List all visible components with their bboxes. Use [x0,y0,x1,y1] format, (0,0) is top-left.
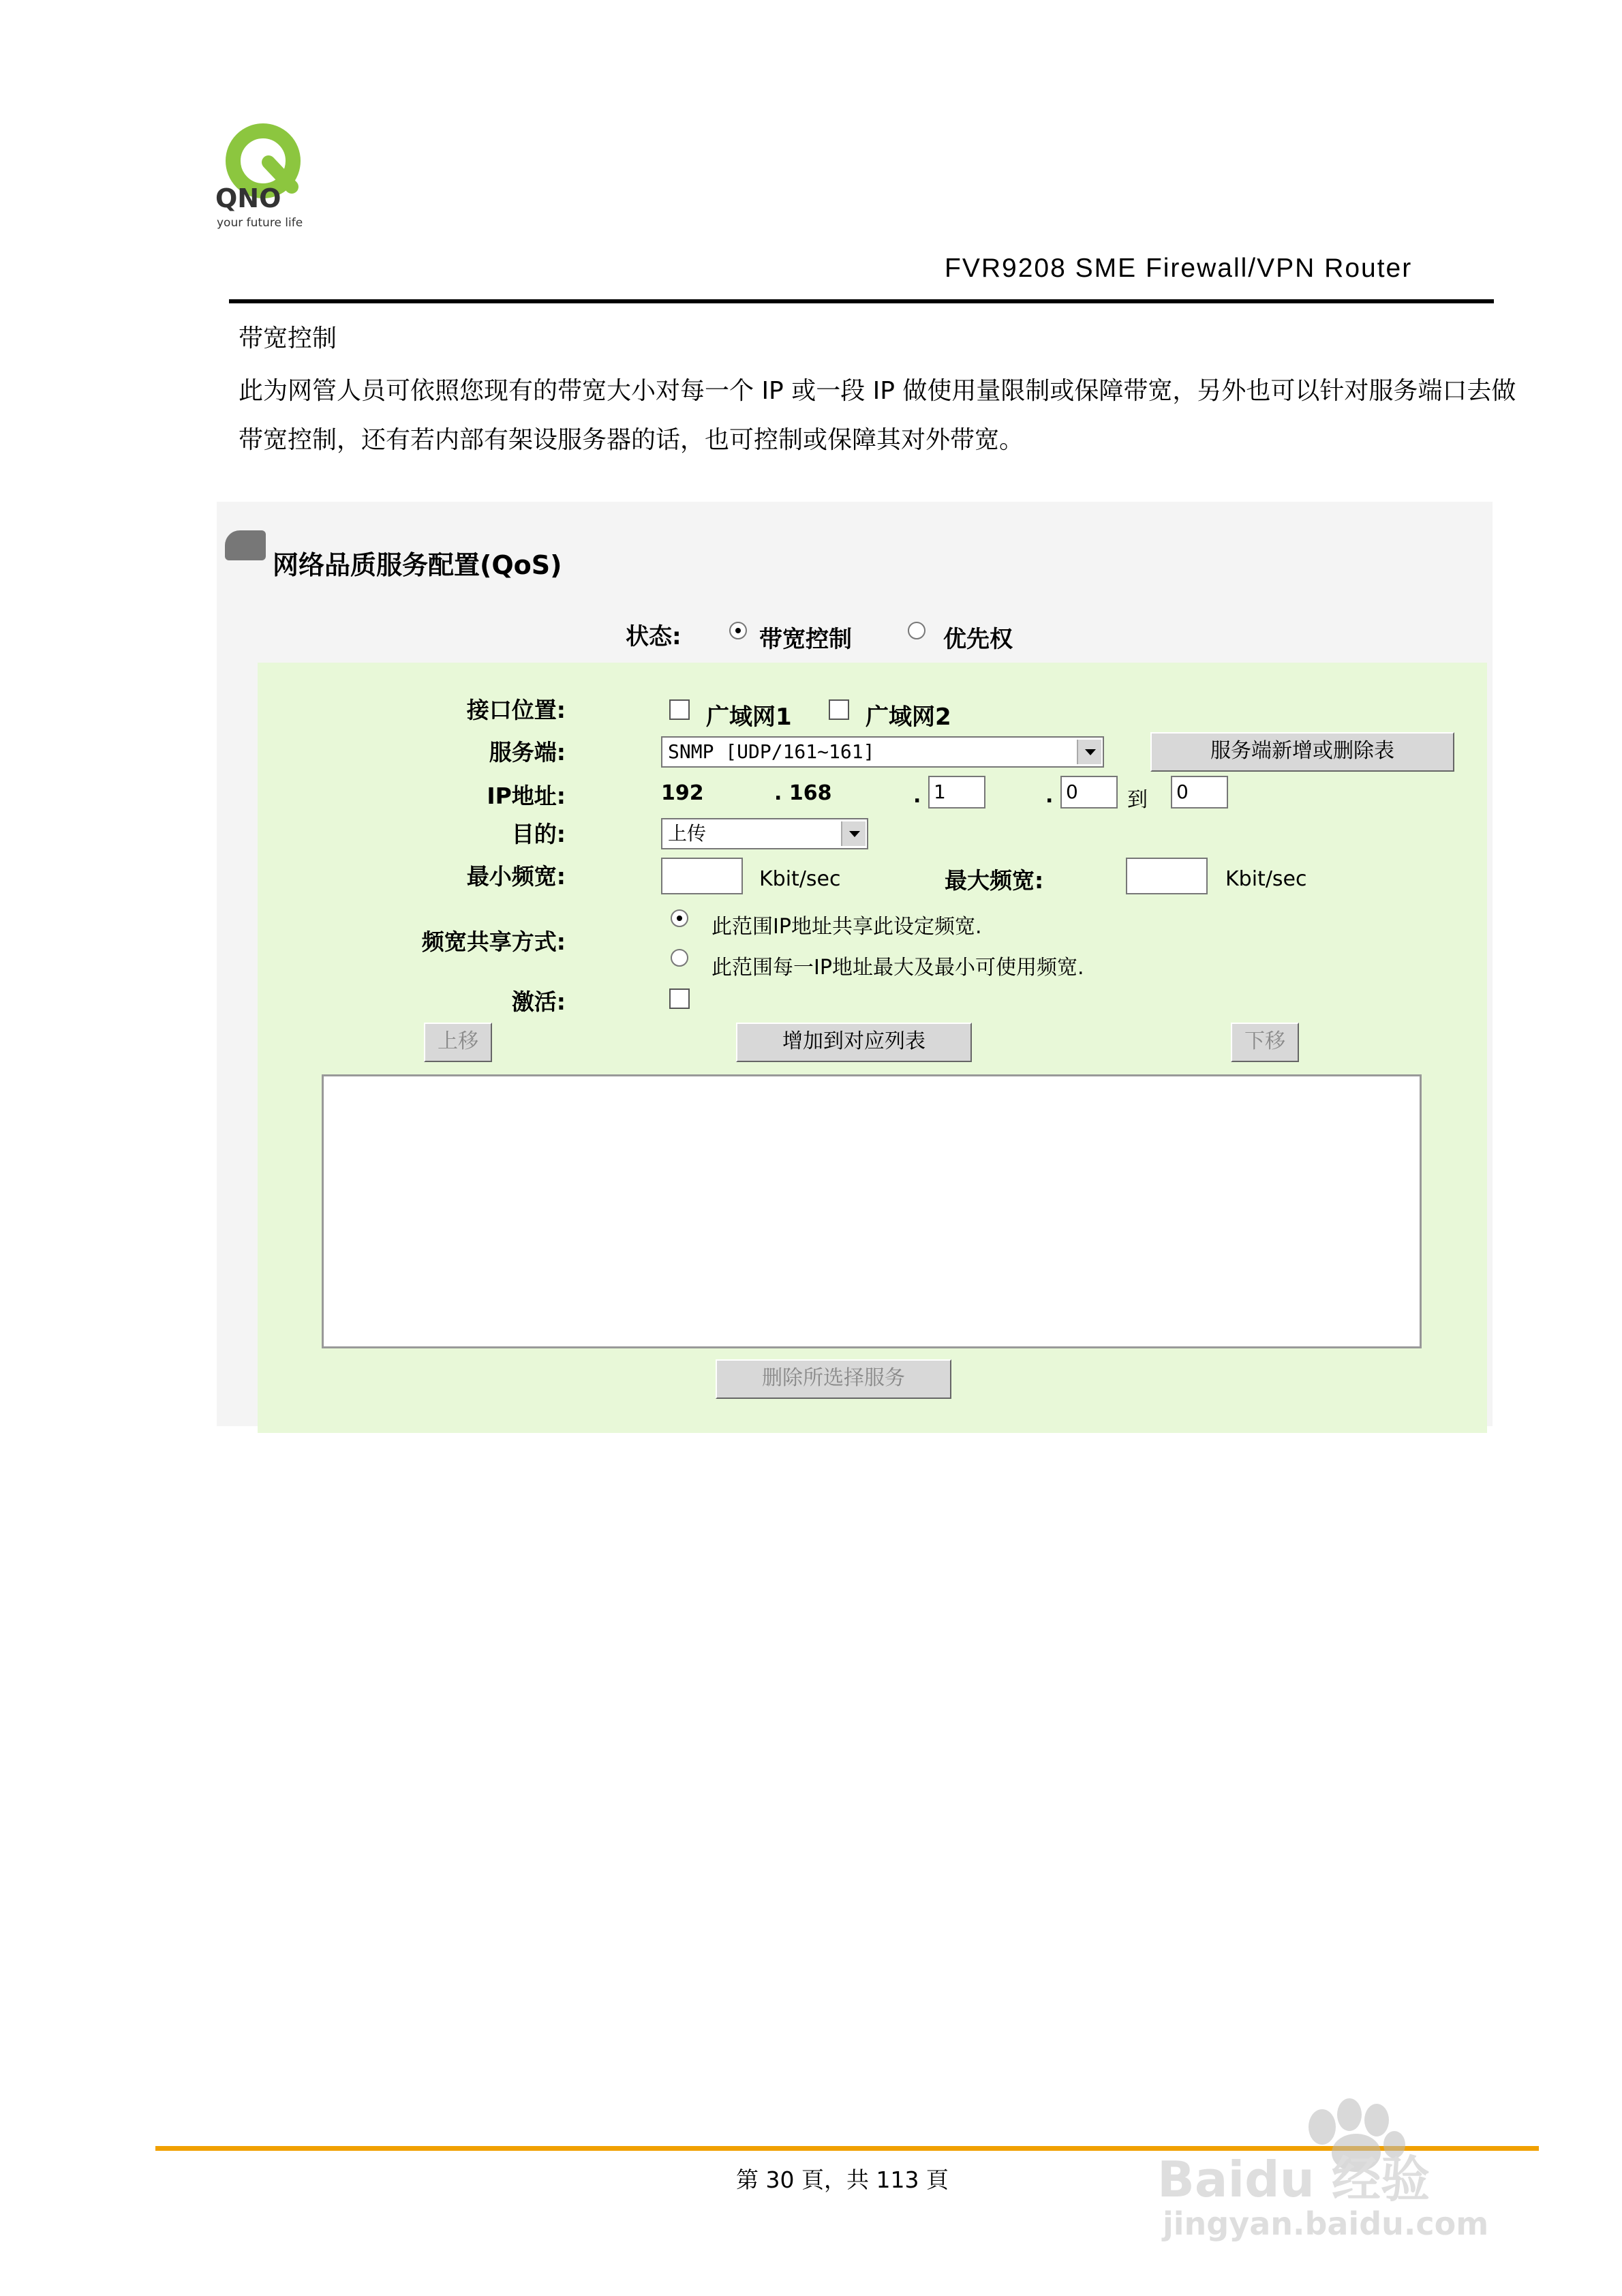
ip-dot-3: . [913,784,921,808]
interface-label: 接口位置: [466,697,566,723]
wan2-label: 广域网2 [866,704,951,731]
header-divider [229,299,1494,303]
min-bandwidth-label: 最小频宽: [466,863,566,890]
ip-dot-4: . [1045,784,1054,808]
qno-logo [215,120,331,236]
min-bandwidth-input[interactable] [661,858,743,894]
share-option-per-ip: 此范围每一IP地址最大及最小可使用频宽. [711,956,1084,980]
page-number: 第 30 頁，共 113 頁 [736,2166,949,2193]
max-bandwidth-input[interactable] [1126,858,1208,894]
service-select[interactable] [661,736,1104,768]
move-down-button[interactable]: 下移 [1231,1023,1299,1062]
wan1-checkbox[interactable] [669,699,690,720]
delete-selected-button[interactable]: 删除所选择服务 [716,1359,951,1399]
section-paragraph: 此为网管人员可依照您现有的带宽大小对每一个 IP 或一段 IP 做使用量限制或保障带宽，另外也可以针对服务端口去做带宽控制，还有若内部有架设服务器的话，也可控制或保障其对外带宽。 [239,377,1516,454]
document-title: FVR9208 SME Firewall/VPN Router [945,254,1413,283]
ip-octet-3-input[interactable]: 1 [928,776,985,809]
activate-label: 激活: [511,988,566,1015]
service-edit-button[interactable]: 服务端新增或删除表 [1150,732,1454,772]
ip-to-label: 到 [1127,788,1148,812]
max-bandwidth-label: 最大频宽: [945,867,1044,894]
service-label: 服务端: [489,739,566,766]
logo-text: QNO [215,183,281,213]
move-up-button[interactable]: 上移 [424,1023,492,1062]
status-radio-bandwidth[interactable] [729,622,747,639]
share-mode-label: 频宽共享方式: [421,928,566,955]
chevron-down-icon [841,821,866,846]
status-radio-priority[interactable] [908,622,925,639]
min-bandwidth-unit: Kbit/sec [759,867,841,891]
service-list-box[interactable] [322,1074,1422,1348]
watermark-url: jingyan.baidu.com [1163,2205,1489,2242]
status-option-bandwidth: 带宽控制 [759,626,852,653]
tab-marker-icon [225,530,266,560]
baidu-watermark [1152,2079,1533,2243]
status-label: 状态: [626,623,682,650]
chevron-down-icon [1077,740,1101,764]
wan1-label: 广域网1 [706,704,792,731]
ip-label: IP地址: [487,783,566,809]
ip-octet-1: 192 [661,781,704,805]
logo-tagline: your future life [217,216,303,230]
status-option-priority: 优先权 [943,626,1013,653]
share-option-shared: 此范围IP地址共享此设定频宽. [711,915,982,939]
purpose-label: 目的: [511,821,566,847]
purpose-select-value: 上传 [668,822,707,845]
add-to-list-button[interactable]: 增加到对应列表 [736,1023,972,1062]
watermark-brand: Baidu 经验 [1157,2151,1430,2208]
wan2-checkbox[interactable] [829,699,849,720]
ip-octet-2: . 168 [774,781,832,805]
qos-title: 网络品质服务配置(QoS) [273,550,562,580]
ip-end-input[interactable]: 0 [1171,776,1228,809]
purpose-select[interactable] [661,818,868,849]
service-select-value: SNMP [UDP/161~161] [668,740,875,763]
section-title: 带宽控制 [239,324,337,352]
activate-checkbox[interactable] [669,988,690,1009]
share-radio-shared[interactable] [671,909,688,927]
share-radio-per-ip[interactable] [671,949,688,967]
max-bandwidth-unit: Kbit/sec [1225,867,1307,891]
ip-octet-4-input[interactable]: 0 [1060,776,1118,809]
